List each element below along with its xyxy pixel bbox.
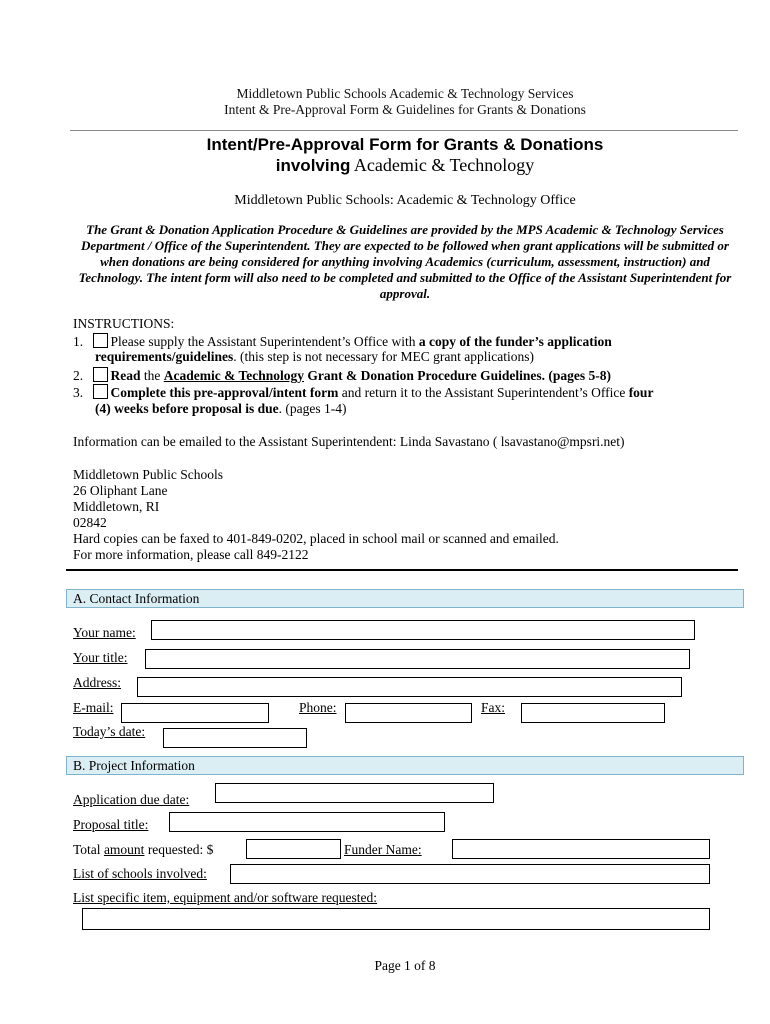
instruction-text-2d: Grant & Donation Procedure Guidelines. (pages 5-8)	[304, 368, 611, 383]
intro-paragraph: The Grant & Donation Application Procedure & Guidelines are provided by the MPS Academic & Technology Services Department / Office of the Superintendent. They are expected to be followed when grant applications will be submitted or when donations are being considered for anything involving Academics (curriculum, assessment, instruction) and Technology. The intent form will also need to be completed and submitted to the Office of the Assistant Superintendent for approval.	[78, 222, 732, 301]
todays-date-field[interactable]	[163, 728, 307, 748]
instruction-text-1d: . (this step is not necessary for MEC grant applications)	[233, 349, 534, 364]
header-divider	[70, 130, 738, 131]
schools-involved-field[interactable]	[230, 864, 710, 884]
instruction-num-1: 1.	[73, 334, 84, 349]
address-field[interactable]	[137, 677, 682, 697]
instruction-text-2b: the	[140, 368, 164, 383]
instruction-checkbox-2[interactable]	[93, 367, 108, 382]
fax-info: Hard copies can be faxed to 401-849-0202, placed in school mail or scanned and emailed.	[73, 531, 559, 546]
items-requested-label: List specific item, equipment and/or software requested:	[73, 890, 378, 905]
instruction-text-2c: Academic & Technology	[163, 368, 304, 383]
instruction-text-3e: . (pages 1-4)	[278, 401, 347, 416]
instructions-heading: INSTRUCTIONS:	[73, 316, 175, 331]
form-subtitle-bold: involving	[275, 156, 351, 175]
total-amount-post: requested: $	[144, 842, 214, 857]
instruction-item-1	[73, 333, 612, 350]
instruction-text-3b: and return it to the Assistant Superintendent’s Office	[338, 385, 629, 400]
section-divider	[66, 569, 738, 571]
items-requested-field[interactable]	[82, 908, 710, 930]
total-amount-label	[73, 842, 213, 858]
instruction-checkbox-3[interactable]	[93, 384, 108, 399]
funder-name-label: Funder Name:	[344, 842, 422, 857]
total-amount-underlined: amount	[103, 842, 145, 857]
fax-label: Fax:	[481, 700, 506, 715]
document-header-line1: Middletown Public Schools Academic & Technology Services	[236, 86, 574, 101]
instruction-checkbox-1[interactable]	[93, 333, 108, 348]
address-line-4: 02842	[73, 515, 107, 530]
todays-date-label: Today’s date:	[73, 724, 146, 739]
instruction-text-1c: requirements/guidelines	[95, 349, 234, 364]
proposal-title-field[interactable]	[169, 812, 445, 832]
your-name-label: Your name:	[73, 625, 136, 640]
address-line-3: Middletown, RI	[73, 499, 160, 514]
office-name: Middletown Public Schools: Academic & Technology Office	[234, 193, 576, 208]
application-due-date-field[interactable]	[215, 783, 494, 803]
phone-field[interactable]	[345, 703, 472, 723]
funder-name-field[interactable]	[452, 839, 710, 859]
instruction-text-1b: a copy of the funder’s application	[418, 334, 612, 349]
email-info: Information can be emailed to the Assistant Superintendent: Linda Savastano ( lsavastano@mpsri.net)	[73, 434, 625, 449]
instruction-text-3d: (4) weeks before proposal is due	[95, 401, 279, 416]
form-subtitle	[0, 155, 770, 176]
instruction-item-3	[73, 384, 653, 401]
total-amount-field[interactable]	[246, 839, 341, 859]
section-a-header: A. Contact Information	[66, 589, 744, 608]
instruction-item-3-cont	[95, 401, 347, 417]
form-title: Intent/Pre-Approval Form for Grants & Donations	[206, 135, 604, 154]
instruction-item-2	[73, 367, 611, 384]
email-field[interactable]	[121, 703, 269, 723]
your-title-label: Your title:	[73, 650, 128, 665]
total-amount-pre: Total	[73, 842, 104, 857]
phone-label: Phone:	[299, 700, 337, 715]
instruction-text-3c: four	[628, 385, 654, 400]
instruction-item-1-cont	[95, 349, 534, 365]
phone-info: For more information, please call 849-2122	[73, 547, 309, 562]
page-number: Page 1 of 8	[374, 958, 436, 973]
instruction-num-2: 2.	[73, 368, 84, 383]
email-label: E-mail:	[73, 700, 114, 715]
section-b-header: B. Project Information	[66, 756, 744, 775]
address-label: Address:	[73, 675, 121, 690]
fax-field[interactable]	[521, 703, 665, 723]
instruction-num-3: 3.	[73, 385, 84, 400]
address-line-2: 26 Oliphant Lane	[73, 483, 168, 498]
instruction-text-3a: Complete this pre-approval/intent form	[110, 385, 339, 400]
schools-involved-label: List of schools involved:	[73, 866, 207, 881]
application-due-date-label: Application due date:	[73, 792, 190, 807]
proposal-title-label: Proposal title:	[73, 817, 149, 832]
instruction-text-1a: Please supply the Assistant Superintendent’s Office with	[110, 334, 419, 349]
instruction-text-2a: Read	[110, 368, 141, 383]
address-line-1: Middletown Public Schools	[73, 467, 224, 482]
your-title-field[interactable]	[145, 649, 690, 669]
form-subtitle-rest: Academic & Technology	[350, 155, 535, 175]
document-header-line2: Intent & Pre-Approval Form & Guidelines for Grants & Donations	[224, 102, 586, 117]
your-name-field[interactable]	[151, 620, 695, 640]
